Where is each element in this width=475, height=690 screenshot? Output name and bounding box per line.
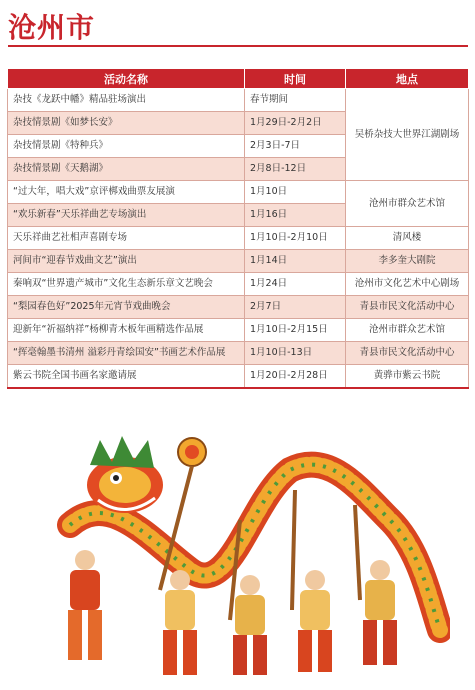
activity-name-cell: 杂技情景剧《天鹅湖》 (8, 158, 245, 181)
location-cell: 吴桥杂技大世界江湖剧场 (346, 89, 469, 181)
location-cell: 青县市民文化活动中心 (346, 296, 469, 319)
time-cell: 春节期间 (245, 89, 346, 112)
time-cell: 1月29日-2月2日 (245, 112, 346, 135)
time-cell: 1月16日 (245, 204, 346, 227)
activity-name-cell: 迎新年“祈福纳祥”杨柳青木板年画精选作品展 (8, 319, 245, 342)
table-row (8, 342, 469, 365)
location-cell: 李多奎大剧院 (346, 250, 469, 273)
location-cell: 沧州市群众艺术馆 (346, 319, 469, 342)
time-cell: 1月10日-2月15日 (245, 319, 346, 342)
table-header-row (8, 69, 469, 89)
activity-name-cell: 紫云书院全国书画名家邀请展 (8, 365, 245, 389)
activity-name-cell: “挥毫翰墨书清州 溢彩丹青绘国安”书画艺术作品展 (8, 342, 245, 365)
activity-name-cell: 杂技情景剧《如梦长安》 (8, 112, 245, 135)
table-body (8, 89, 469, 389)
performer-3 (233, 575, 267, 675)
activity-name-cell: 天乐祥曲艺社相声喜剧专场 (8, 227, 245, 250)
performer-5 (363, 560, 397, 665)
location-cell: 沧州市文化艺术中心剧场 (346, 273, 469, 296)
time-cell: 2月8日-12日 (245, 158, 346, 181)
time-cell: 1月24日 (245, 273, 346, 296)
table-row (8, 227, 469, 250)
location-cell: 清风楼 (346, 227, 469, 250)
events-table (7, 68, 469, 389)
location-cell: 沧州市群众艺术馆 (346, 181, 469, 227)
header-activity-name: 活动名称 (8, 69, 245, 89)
activity-name-cell: 杂技《龙跃中幡》精品驻场演出 (8, 89, 245, 112)
activity-name-cell: “过大年，唱大戏”京评梆戏曲票友展演 (8, 181, 245, 204)
table-row (8, 296, 469, 319)
dragon-head (87, 436, 163, 513)
header-time: 时间 (245, 69, 346, 89)
table-row (8, 181, 469, 204)
time-cell: 1月14日 (245, 250, 346, 273)
table-row (8, 250, 469, 273)
time-cell: 2月3日-7日 (245, 135, 346, 158)
activity-name-cell: “梨园春色好”2025年元宵节戏曲晚会 (8, 296, 245, 319)
table-row (8, 89, 469, 112)
page-title: 沧州市 (8, 11, 96, 44)
activity-name-cell: “欢乐新春”天乐祥曲艺专场演出 (8, 204, 245, 227)
time-cell: 1月10日-13日 (245, 342, 346, 365)
table-row (8, 273, 469, 296)
performer-4 (298, 570, 332, 672)
location-cell: 黄骅市紫云书院 (346, 365, 469, 389)
time-cell: 2月7日 (245, 296, 346, 319)
location-cell: 青县市民文化活动中心 (346, 342, 469, 365)
title-divider (8, 45, 468, 47)
table-row (8, 365, 469, 389)
header-location: 地点 (346, 69, 469, 89)
dragon-dance-illustration (30, 430, 450, 685)
time-cell: 1月10日-2月10日 (245, 227, 346, 250)
activity-name-cell: 杂技情景剧《特种兵》 (8, 135, 245, 158)
performer-1 (68, 550, 102, 660)
table-row (8, 319, 469, 342)
activity-name-cell: 河间市“迎春节戏曲文艺”演出 (8, 250, 245, 273)
time-cell: 1月10日 (245, 181, 346, 204)
activity-name-cell: 秦响双“世界遗产城市”文化生态新乐章文艺晚会 (8, 273, 245, 296)
time-cell: 1月20日-2月28日 (245, 365, 346, 389)
